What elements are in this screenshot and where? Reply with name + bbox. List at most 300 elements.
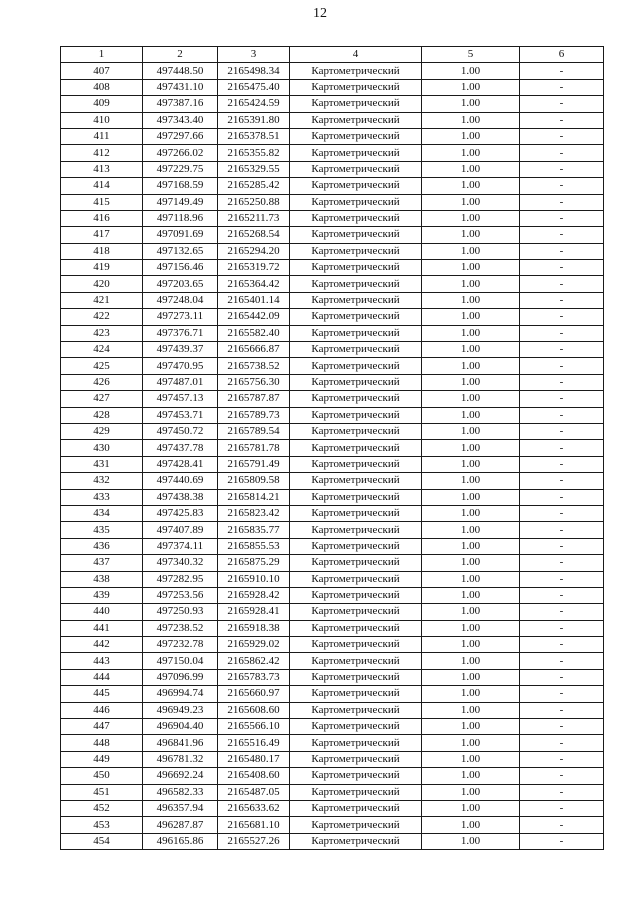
accuracy-cell: 1.00 bbox=[422, 325, 520, 341]
y-coordinate-cell: 2165875.29 bbox=[218, 555, 290, 571]
accuracy-cell: 1.00 bbox=[422, 800, 520, 816]
method-cell: Картометрический bbox=[290, 620, 422, 636]
method-cell: Картометрический bbox=[290, 358, 422, 374]
description-cell: - bbox=[520, 637, 604, 653]
x-coordinate-cell: 497457.13 bbox=[143, 391, 218, 407]
y-coordinate-cell: 2165355.82 bbox=[218, 145, 290, 161]
method-cell: Картометрический bbox=[290, 391, 422, 407]
description-cell: - bbox=[520, 620, 604, 636]
x-coordinate-cell: 497387.16 bbox=[143, 96, 218, 112]
table-row bbox=[61, 489, 604, 505]
y-coordinate-cell: 2165814.21 bbox=[218, 489, 290, 505]
accuracy-cell: 1.00 bbox=[422, 686, 520, 702]
table-row bbox=[61, 653, 604, 669]
description-cell: - bbox=[520, 79, 604, 95]
method-cell: Картометрический bbox=[290, 440, 422, 456]
point-number-cell: 417 bbox=[61, 227, 143, 243]
description-cell: - bbox=[520, 473, 604, 489]
table-row bbox=[61, 440, 604, 456]
y-coordinate-cell: 2165787.87 bbox=[218, 391, 290, 407]
accuracy-cell: 1.00 bbox=[422, 489, 520, 505]
description-cell: - bbox=[520, 456, 604, 472]
accuracy-cell: 1.00 bbox=[422, 63, 520, 79]
point-number-cell: 420 bbox=[61, 276, 143, 292]
point-number-cell: 454 bbox=[61, 833, 143, 849]
description-cell: - bbox=[520, 604, 604, 620]
table-row bbox=[61, 325, 604, 341]
x-coordinate-cell: 496165.86 bbox=[143, 833, 218, 849]
description-cell: - bbox=[520, 227, 604, 243]
x-coordinate-cell: 497149.49 bbox=[143, 194, 218, 210]
point-number-cell: 453 bbox=[61, 817, 143, 833]
y-coordinate-cell: 2165783.73 bbox=[218, 669, 290, 685]
description-cell: - bbox=[520, 260, 604, 276]
x-coordinate-cell: 497282.95 bbox=[143, 571, 218, 587]
x-coordinate-cell: 497248.04 bbox=[143, 292, 218, 308]
y-coordinate-cell: 2165527.26 bbox=[218, 833, 290, 849]
point-number-cell: 437 bbox=[61, 555, 143, 571]
description-cell: - bbox=[520, 112, 604, 128]
point-number-cell: 428 bbox=[61, 407, 143, 423]
y-coordinate-cell: 2165250.88 bbox=[218, 194, 290, 210]
y-coordinate-cell: 2165823.42 bbox=[218, 505, 290, 521]
description-cell: - bbox=[520, 702, 604, 718]
y-coordinate-cell: 2165633.62 bbox=[218, 800, 290, 816]
column-header: 4 bbox=[290, 47, 422, 63]
table-row bbox=[61, 227, 604, 243]
y-coordinate-cell: 2165487.05 bbox=[218, 784, 290, 800]
table-row bbox=[61, 768, 604, 784]
table-row bbox=[61, 358, 604, 374]
table-row bbox=[61, 571, 604, 587]
point-number-cell: 418 bbox=[61, 243, 143, 259]
accuracy-cell: 1.00 bbox=[422, 555, 520, 571]
y-coordinate-cell: 2165378.51 bbox=[218, 128, 290, 144]
accuracy-cell: 1.00 bbox=[422, 473, 520, 489]
x-coordinate-cell: 497448.50 bbox=[143, 63, 218, 79]
point-number-cell: 427 bbox=[61, 391, 143, 407]
y-coordinate-cell: 2165835.77 bbox=[218, 522, 290, 538]
method-cell: Картометрический bbox=[290, 309, 422, 325]
accuracy-cell: 1.00 bbox=[422, 637, 520, 653]
point-number-cell: 425 bbox=[61, 358, 143, 374]
description-cell: - bbox=[520, 210, 604, 226]
x-coordinate-cell: 497425.83 bbox=[143, 505, 218, 521]
method-cell: Картометрический bbox=[290, 817, 422, 833]
accuracy-cell: 1.00 bbox=[422, 538, 520, 554]
description-cell: - bbox=[520, 194, 604, 210]
method-cell: Картометрический bbox=[290, 227, 422, 243]
x-coordinate-cell: 496692.24 bbox=[143, 768, 218, 784]
description-cell: - bbox=[520, 571, 604, 587]
table-row bbox=[61, 456, 604, 472]
description-cell: - bbox=[520, 784, 604, 800]
y-coordinate-cell: 2165929.02 bbox=[218, 637, 290, 653]
x-coordinate-cell: 497340.32 bbox=[143, 555, 218, 571]
y-coordinate-cell: 2165789.54 bbox=[218, 423, 290, 439]
x-coordinate-cell: 497407.89 bbox=[143, 522, 218, 538]
table-row bbox=[61, 342, 604, 358]
table-row bbox=[61, 96, 604, 112]
accuracy-cell: 1.00 bbox=[422, 96, 520, 112]
accuracy-cell: 1.00 bbox=[422, 440, 520, 456]
description-cell: - bbox=[520, 489, 604, 505]
accuracy-cell: 1.00 bbox=[422, 653, 520, 669]
accuracy-cell: 1.00 bbox=[422, 604, 520, 620]
method-cell: Картометрический bbox=[290, 243, 422, 259]
table-row bbox=[61, 391, 604, 407]
accuracy-cell: 1.00 bbox=[422, 194, 520, 210]
point-number-cell: 414 bbox=[61, 178, 143, 194]
x-coordinate-cell: 497150.04 bbox=[143, 653, 218, 669]
y-coordinate-cell: 2165660.97 bbox=[218, 686, 290, 702]
table-row bbox=[61, 604, 604, 620]
method-cell: Картометрический bbox=[290, 735, 422, 751]
y-coordinate-cell: 2165910.10 bbox=[218, 571, 290, 587]
method-cell: Картометрический bbox=[290, 489, 422, 505]
method-cell: Картометрический bbox=[290, 719, 422, 735]
table-row bbox=[61, 276, 604, 292]
point-number-cell: 431 bbox=[61, 456, 143, 472]
point-number-cell: 423 bbox=[61, 325, 143, 341]
point-number-cell: 432 bbox=[61, 473, 143, 489]
y-coordinate-cell: 2165364.42 bbox=[218, 276, 290, 292]
y-coordinate-cell: 2165918.38 bbox=[218, 620, 290, 636]
description-cell: - bbox=[520, 538, 604, 554]
method-cell: Картометрический bbox=[290, 768, 422, 784]
point-number-cell: 443 bbox=[61, 653, 143, 669]
y-coordinate-cell: 2165928.42 bbox=[218, 587, 290, 603]
y-coordinate-cell: 2165424.59 bbox=[218, 96, 290, 112]
method-cell: Картометрический bbox=[290, 128, 422, 144]
table-row bbox=[61, 587, 604, 603]
table-row bbox=[61, 210, 604, 226]
table-row bbox=[61, 145, 604, 161]
x-coordinate-cell: 497437.78 bbox=[143, 440, 218, 456]
description-cell: - bbox=[520, 833, 604, 849]
method-cell: Картометрический bbox=[290, 751, 422, 767]
y-coordinate-cell: 2165608.60 bbox=[218, 702, 290, 718]
accuracy-cell: 1.00 bbox=[422, 817, 520, 833]
point-number-cell: 452 bbox=[61, 800, 143, 816]
accuracy-cell: 1.00 bbox=[422, 620, 520, 636]
x-coordinate-cell: 497431.10 bbox=[143, 79, 218, 95]
table-row bbox=[61, 112, 604, 128]
x-coordinate-cell: 497238.52 bbox=[143, 620, 218, 636]
method-cell: Картометрический bbox=[290, 374, 422, 390]
description-cell: - bbox=[520, 145, 604, 161]
x-coordinate-cell: 497374.11 bbox=[143, 538, 218, 554]
x-coordinate-cell: 497091.69 bbox=[143, 227, 218, 243]
accuracy-cell: 1.00 bbox=[422, 79, 520, 95]
method-cell: Картометрический bbox=[290, 178, 422, 194]
description-cell: - bbox=[520, 751, 604, 767]
column-header: 6 bbox=[520, 47, 604, 63]
description-cell: - bbox=[520, 653, 604, 669]
x-coordinate-cell: 497168.59 bbox=[143, 178, 218, 194]
accuracy-cell: 1.00 bbox=[422, 358, 520, 374]
x-coordinate-cell: 496904.40 bbox=[143, 719, 218, 735]
x-coordinate-cell: 497376.71 bbox=[143, 325, 218, 341]
column-header: 2 bbox=[143, 47, 218, 63]
x-coordinate-cell: 497470.95 bbox=[143, 358, 218, 374]
table-row bbox=[61, 637, 604, 653]
accuracy-cell: 1.00 bbox=[422, 342, 520, 358]
y-coordinate-cell: 2165681.10 bbox=[218, 817, 290, 833]
table-row bbox=[61, 833, 604, 849]
description-cell: - bbox=[520, 407, 604, 423]
y-coordinate-cell: 2165781.78 bbox=[218, 440, 290, 456]
x-coordinate-cell: 497118.96 bbox=[143, 210, 218, 226]
description-cell: - bbox=[520, 325, 604, 341]
accuracy-cell: 1.00 bbox=[422, 243, 520, 259]
y-coordinate-cell: 2165442.09 bbox=[218, 309, 290, 325]
description-cell: - bbox=[520, 391, 604, 407]
accuracy-cell: 1.00 bbox=[422, 407, 520, 423]
point-number-cell: 440 bbox=[61, 604, 143, 620]
x-coordinate-cell: 497453.71 bbox=[143, 407, 218, 423]
method-cell: Картометрический bbox=[290, 325, 422, 341]
table-row bbox=[61, 702, 604, 718]
y-coordinate-cell: 2165582.40 bbox=[218, 325, 290, 341]
table-row bbox=[61, 423, 604, 439]
accuracy-cell: 1.00 bbox=[422, 719, 520, 735]
method-cell: Картометрический bbox=[290, 260, 422, 276]
description-cell: - bbox=[520, 63, 604, 79]
method-cell: Картометрический bbox=[290, 505, 422, 521]
method-cell: Картометрический bbox=[290, 292, 422, 308]
point-number-cell: 435 bbox=[61, 522, 143, 538]
method-cell: Картометрический bbox=[290, 161, 422, 177]
table-row bbox=[61, 292, 604, 308]
table-row bbox=[61, 669, 604, 685]
table-row bbox=[61, 522, 604, 538]
column-header: 1 bbox=[61, 47, 143, 63]
x-coordinate-cell: 497203.65 bbox=[143, 276, 218, 292]
point-number-cell: 429 bbox=[61, 423, 143, 439]
y-coordinate-cell: 2165408.60 bbox=[218, 768, 290, 784]
x-coordinate-cell: 496357.94 bbox=[143, 800, 218, 816]
description-cell: - bbox=[520, 555, 604, 571]
description-cell: - bbox=[520, 243, 604, 259]
page-number: 12 bbox=[313, 6, 327, 21]
accuracy-cell: 1.00 bbox=[422, 522, 520, 538]
accuracy-cell: 1.00 bbox=[422, 751, 520, 767]
method-cell: Картометрический bbox=[290, 210, 422, 226]
table-row bbox=[61, 243, 604, 259]
y-coordinate-cell: 2165475.40 bbox=[218, 79, 290, 95]
method-cell: Картометрический bbox=[290, 555, 422, 571]
accuracy-cell: 1.00 bbox=[422, 784, 520, 800]
point-number-cell: 430 bbox=[61, 440, 143, 456]
table-row bbox=[61, 407, 604, 423]
point-number-cell: 412 bbox=[61, 145, 143, 161]
point-number-cell: 409 bbox=[61, 96, 143, 112]
point-number-cell: 446 bbox=[61, 702, 143, 718]
point-number-cell: 445 bbox=[61, 686, 143, 702]
y-coordinate-cell: 2165791.49 bbox=[218, 456, 290, 472]
description-cell: - bbox=[520, 440, 604, 456]
y-coordinate-cell: 2165294.20 bbox=[218, 243, 290, 259]
method-cell: Картометрический bbox=[290, 145, 422, 161]
description-cell: - bbox=[520, 800, 604, 816]
y-coordinate-cell: 2165498.34 bbox=[218, 63, 290, 79]
y-coordinate-cell: 2165285.42 bbox=[218, 178, 290, 194]
point-number-cell: 441 bbox=[61, 620, 143, 636]
x-coordinate-cell: 497253.56 bbox=[143, 587, 218, 603]
y-coordinate-cell: 2165480.17 bbox=[218, 751, 290, 767]
point-number-cell: 439 bbox=[61, 587, 143, 603]
y-coordinate-cell: 2165666.87 bbox=[218, 342, 290, 358]
table-row bbox=[61, 178, 604, 194]
point-number-cell: 421 bbox=[61, 292, 143, 308]
method-cell: Картометрический bbox=[290, 571, 422, 587]
point-number-cell: 434 bbox=[61, 505, 143, 521]
y-coordinate-cell: 2165401.14 bbox=[218, 292, 290, 308]
point-number-cell: 451 bbox=[61, 784, 143, 800]
column-header: 3 bbox=[218, 47, 290, 63]
description-cell: - bbox=[520, 522, 604, 538]
y-coordinate-cell: 2165516.49 bbox=[218, 735, 290, 751]
x-coordinate-cell: 497297.66 bbox=[143, 128, 218, 144]
x-coordinate-cell: 497229.75 bbox=[143, 161, 218, 177]
description-cell: - bbox=[520, 161, 604, 177]
description-cell: - bbox=[520, 817, 604, 833]
y-coordinate-cell: 2165329.55 bbox=[218, 161, 290, 177]
point-number-cell: 444 bbox=[61, 669, 143, 685]
x-coordinate-cell: 497450.72 bbox=[143, 423, 218, 439]
table-row bbox=[61, 620, 604, 636]
y-coordinate-cell: 2165928.41 bbox=[218, 604, 290, 620]
description-cell: - bbox=[520, 358, 604, 374]
description-cell: - bbox=[520, 96, 604, 112]
y-coordinate-cell: 2165268.54 bbox=[218, 227, 290, 243]
table-row bbox=[61, 800, 604, 816]
accuracy-cell: 1.00 bbox=[422, 456, 520, 472]
x-coordinate-cell: 497439.37 bbox=[143, 342, 218, 358]
table-row bbox=[61, 260, 604, 276]
x-coordinate-cell: 497428.41 bbox=[143, 456, 218, 472]
point-number-cell: 415 bbox=[61, 194, 143, 210]
table-row bbox=[61, 161, 604, 177]
description-cell: - bbox=[520, 423, 604, 439]
method-cell: Картометрический bbox=[290, 473, 422, 489]
accuracy-cell: 1.00 bbox=[422, 768, 520, 784]
method-cell: Картометрический bbox=[290, 653, 422, 669]
table-row bbox=[61, 374, 604, 390]
y-coordinate-cell: 2165319.72 bbox=[218, 260, 290, 276]
point-number-cell: 449 bbox=[61, 751, 143, 767]
accuracy-cell: 1.00 bbox=[422, 227, 520, 243]
description-cell: - bbox=[520, 276, 604, 292]
point-number-cell: 419 bbox=[61, 260, 143, 276]
accuracy-cell: 1.00 bbox=[422, 391, 520, 407]
accuracy-cell: 1.00 bbox=[422, 161, 520, 177]
method-cell: Картометрический bbox=[290, 276, 422, 292]
accuracy-cell: 1.00 bbox=[422, 702, 520, 718]
method-cell: Картометрический bbox=[290, 587, 422, 603]
x-coordinate-cell: 496949.23 bbox=[143, 702, 218, 718]
y-coordinate-cell: 2165809.58 bbox=[218, 473, 290, 489]
x-coordinate-cell: 497273.11 bbox=[143, 309, 218, 325]
method-cell: Картометрический bbox=[290, 522, 422, 538]
table-row bbox=[61, 538, 604, 554]
table-row bbox=[61, 79, 604, 95]
x-coordinate-cell: 497266.02 bbox=[143, 145, 218, 161]
x-coordinate-cell: 496582.33 bbox=[143, 784, 218, 800]
method-cell: Картометрический bbox=[290, 637, 422, 653]
x-coordinate-cell: 497232.78 bbox=[143, 637, 218, 653]
accuracy-cell: 1.00 bbox=[422, 735, 520, 751]
point-number-cell: 410 bbox=[61, 112, 143, 128]
x-coordinate-cell: 497487.01 bbox=[143, 374, 218, 390]
table-row bbox=[61, 505, 604, 521]
point-number-cell: 447 bbox=[61, 719, 143, 735]
description-cell: - bbox=[520, 505, 604, 521]
table-row bbox=[61, 128, 604, 144]
x-coordinate-cell: 496994.74 bbox=[143, 686, 218, 702]
x-coordinate-cell: 497343.40 bbox=[143, 112, 218, 128]
table-row bbox=[61, 784, 604, 800]
x-coordinate-cell: 497438.38 bbox=[143, 489, 218, 505]
description-cell: - bbox=[520, 587, 604, 603]
accuracy-cell: 1.00 bbox=[422, 309, 520, 325]
accuracy-cell: 1.00 bbox=[422, 505, 520, 521]
point-number-cell: 426 bbox=[61, 374, 143, 390]
description-cell: - bbox=[520, 309, 604, 325]
method-cell: Картометрический bbox=[290, 538, 422, 554]
description-cell: - bbox=[520, 292, 604, 308]
table-row bbox=[61, 63, 604, 79]
coordinates-table bbox=[60, 46, 604, 850]
table-row bbox=[61, 473, 604, 489]
y-coordinate-cell: 2165789.73 bbox=[218, 407, 290, 423]
accuracy-cell: 1.00 bbox=[422, 833, 520, 849]
method-cell: Картометрический bbox=[290, 702, 422, 718]
table-body bbox=[61, 63, 604, 850]
point-number-cell: 436 bbox=[61, 538, 143, 554]
table-header-row bbox=[61, 47, 604, 63]
accuracy-cell: 1.00 bbox=[422, 374, 520, 390]
accuracy-cell: 1.00 bbox=[422, 112, 520, 128]
accuracy-cell: 1.00 bbox=[422, 587, 520, 603]
point-number-cell: 411 bbox=[61, 128, 143, 144]
method-cell: Картометрический bbox=[290, 194, 422, 210]
accuracy-cell: 1.00 bbox=[422, 669, 520, 685]
description-cell: - bbox=[520, 768, 604, 784]
y-coordinate-cell: 2165756.30 bbox=[218, 374, 290, 390]
point-number-cell: 448 bbox=[61, 735, 143, 751]
point-number-cell: 442 bbox=[61, 637, 143, 653]
x-coordinate-cell: 497096.99 bbox=[143, 669, 218, 685]
method-cell: Картометрический bbox=[290, 800, 422, 816]
description-cell: - bbox=[520, 735, 604, 751]
accuracy-cell: 1.00 bbox=[422, 128, 520, 144]
point-number-cell: 416 bbox=[61, 210, 143, 226]
point-number-cell: 438 bbox=[61, 571, 143, 587]
description-cell: - bbox=[520, 669, 604, 685]
method-cell: Картометрический bbox=[290, 423, 422, 439]
point-number-cell: 450 bbox=[61, 768, 143, 784]
point-number-cell: 408 bbox=[61, 79, 143, 95]
point-number-cell: 413 bbox=[61, 161, 143, 177]
x-coordinate-cell: 496781.32 bbox=[143, 751, 218, 767]
x-coordinate-cell: 497250.93 bbox=[143, 604, 218, 620]
accuracy-cell: 1.00 bbox=[422, 292, 520, 308]
point-number-cell: 407 bbox=[61, 63, 143, 79]
method-cell: Картометрический bbox=[290, 784, 422, 800]
table-row bbox=[61, 686, 604, 702]
